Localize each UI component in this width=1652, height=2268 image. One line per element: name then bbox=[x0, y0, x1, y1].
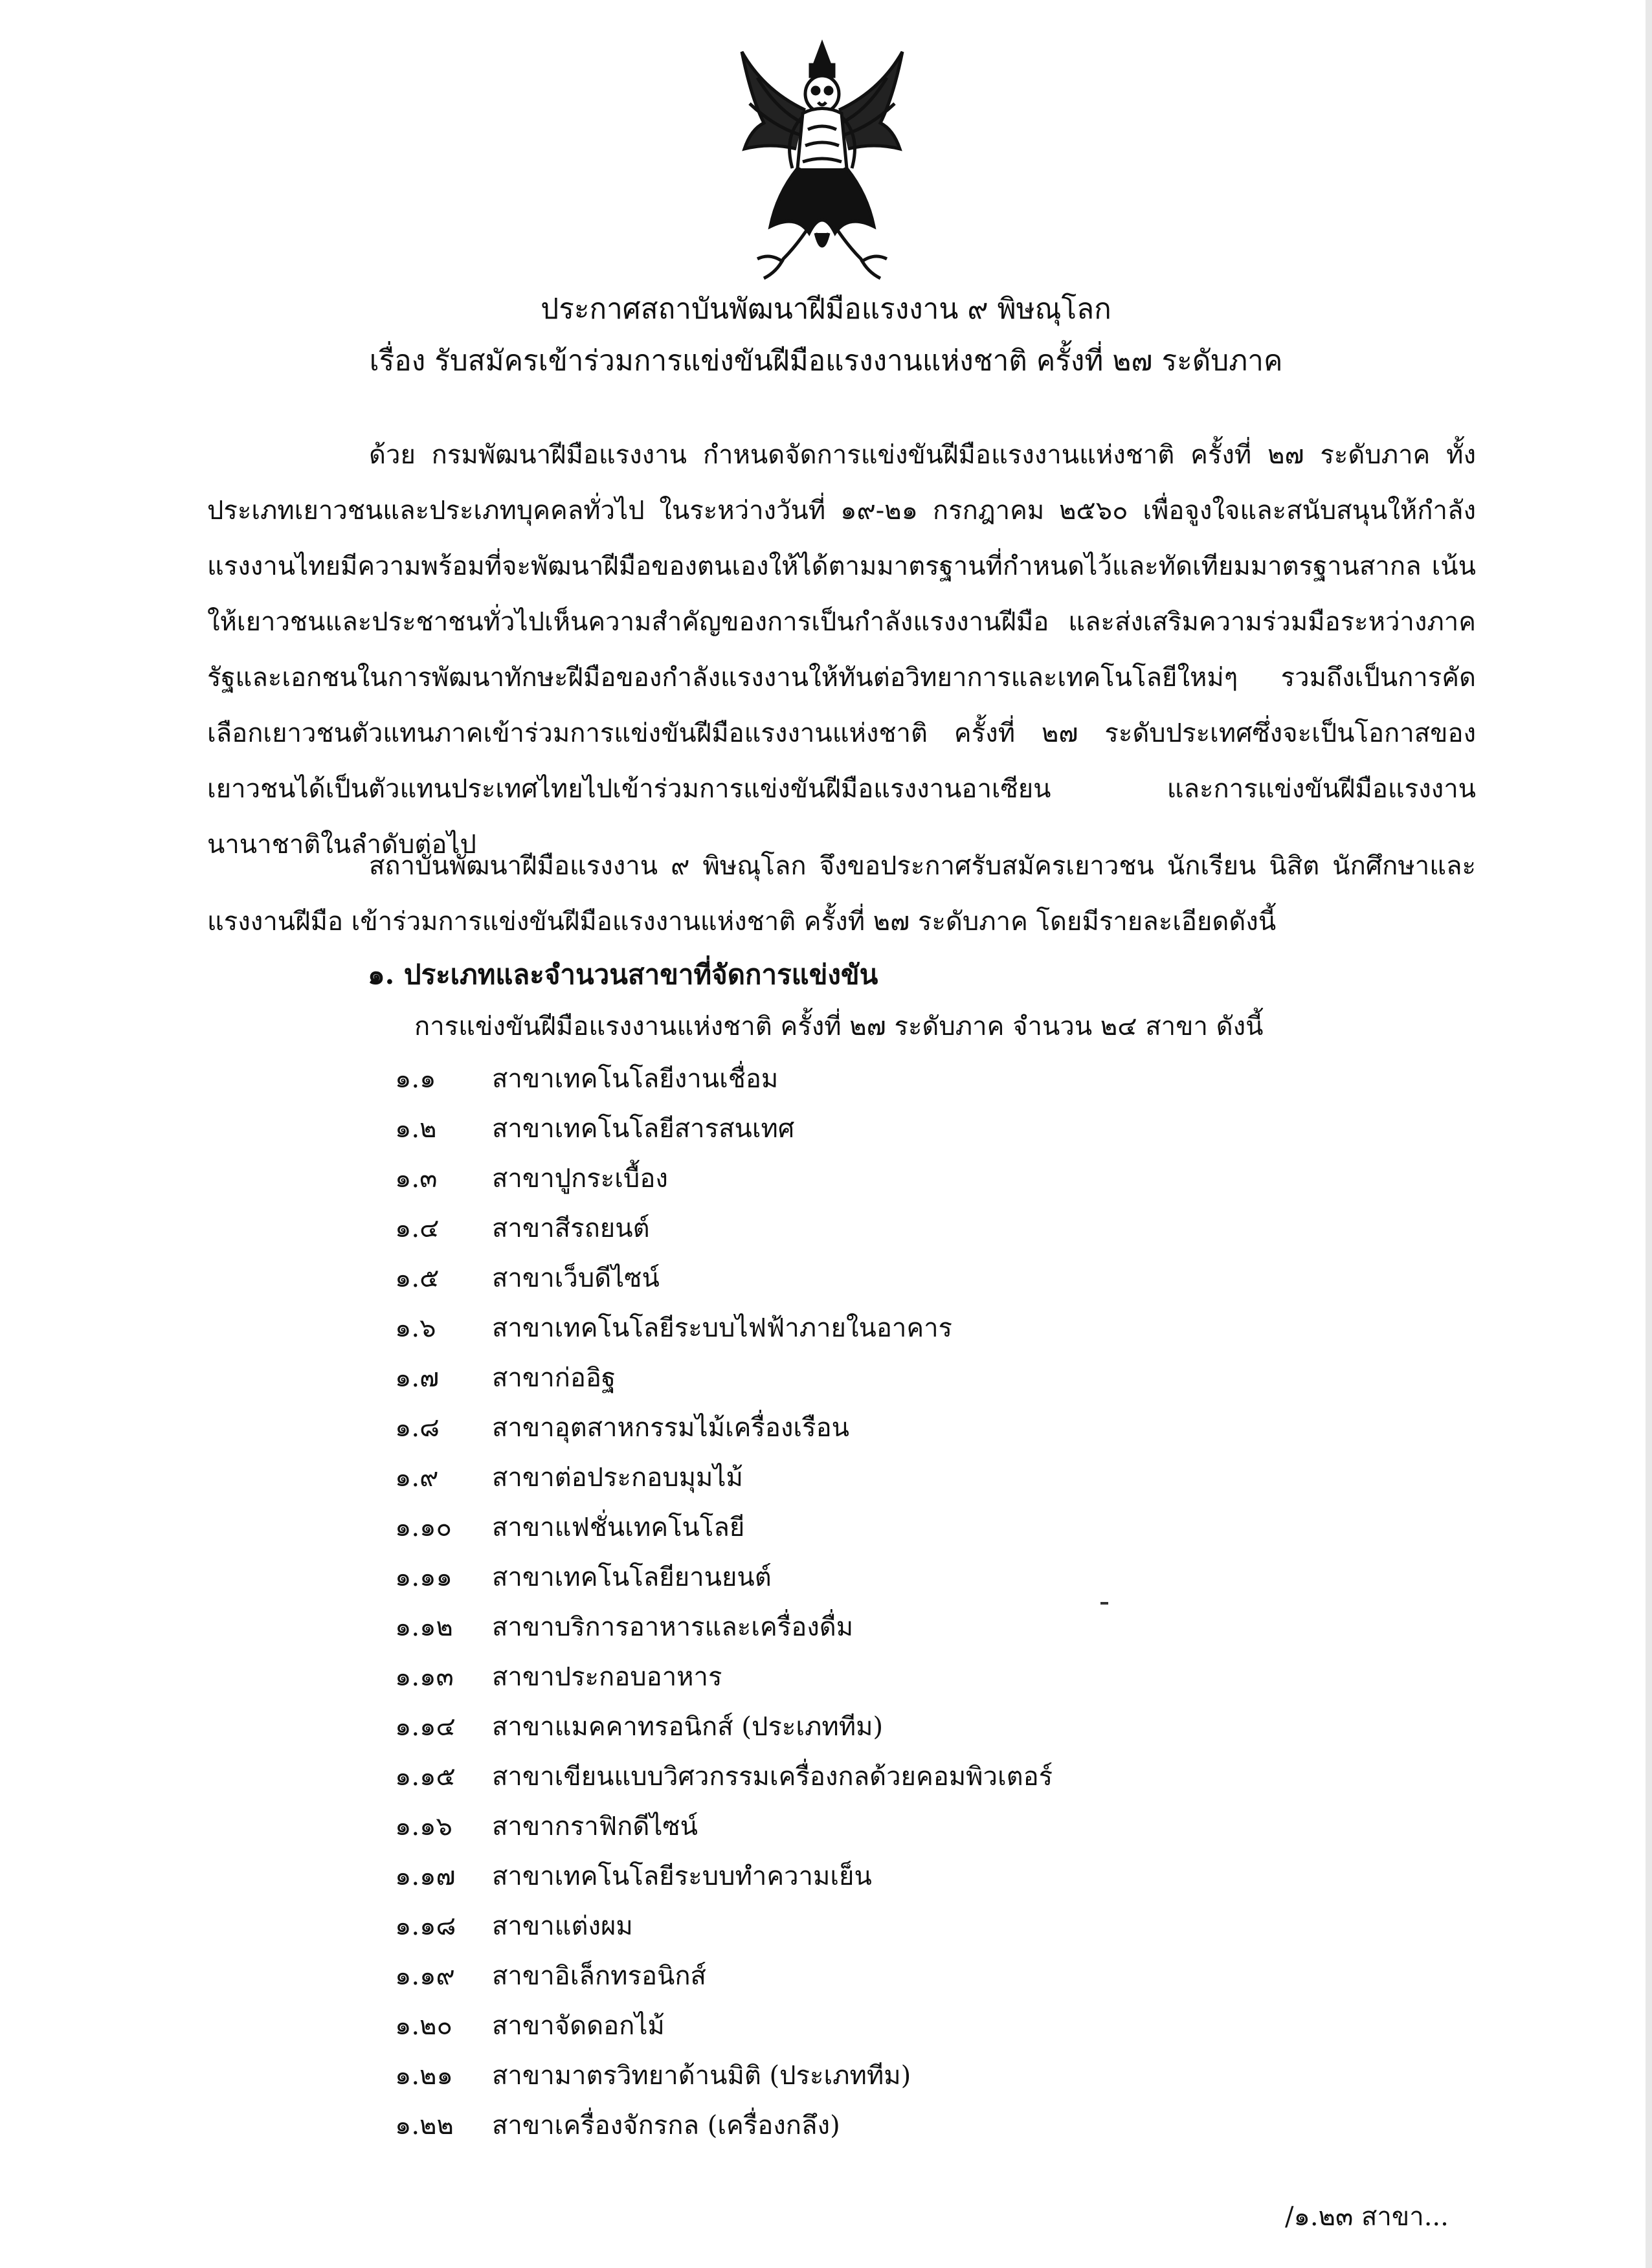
item-number: ๑.๑๙ bbox=[395, 1961, 455, 1991]
item-label: สาขาเขียนแบบวิศวกรรมเครื่องกลด้วยคอมพิวเตอร์ bbox=[492, 1762, 1053, 1792]
list-item bbox=[395, 1558, 1053, 1608]
item-label: สาขาสีรถยนต์ bbox=[492, 1214, 650, 1243]
item-label: สาขาเทคโนโลยีงานเชื่อม bbox=[492, 1064, 779, 1094]
item-number: ๑.๑๗ bbox=[395, 1862, 456, 1891]
scan-speck bbox=[1100, 1602, 1108, 1605]
paragraph-background-text: ด้วย กรมพัฒนาฝีมือแรงงาน กำหนดจัดการแข่งขันฝีมือแรงงานแห่งชาติ ครั้งที่ ๒๗ ระดับภาค ทั้งประเภทเยาวชนและประเภทบุคคลทั่วไป ในระหว่างวันที่ ๑๙-๒๑ กรกฎาคม ๒๕๖๐ เพื่อจูงใจและสนับสนุนให้กำลังแรงงานไทยมีความพร้อมที่จะพัฒนาฝีมือของตนเองให้ได้ตามมาตรฐานที่กำหนดไว้และทัดเทียมมาตรฐานสากล เน้นให้เยาวชนและประชาชนทั่วไปเห็นความสำคัญของการเป็นกำลังแรงงานฝีมือ และส่งเสริมความร่วมมือระหว่างภาครัฐและเอกชนในการพัฒนาทักษะฝีมือของกำลังแรงงานให้ทันต่อวิทยาการและเทคโนโลยีใหม่ๆ รวมถึงเป็นการคัดเลือกเยาวชนตัวแทนภาคเข้าร่วมการแข่งขันฝีมือแรงงานแห่งชาติ ครั้งที่ ๒๗ ระดับประเทศซึ่งจะเป็นโอกาสของเยาวชนได้เป็นตัวแทนประเทศไทยไปเข้าร่วมการแข่งขันฝีมือแรงงานอาเซียน และการแข่งขันฝีมือแรงงานนานาชาติในลำดับต่อไป bbox=[207, 440, 1476, 860]
item-label: สาขาอิเล็กทรอนิกส์ bbox=[492, 1961, 706, 1991]
item-label: สาขาแต่งผม bbox=[492, 1911, 633, 1941]
item-number: ๑.๒๑ bbox=[395, 2061, 453, 2091]
item-label: สาขาปูกระเบื้อง bbox=[492, 1164, 668, 1194]
list-item bbox=[395, 1608, 1053, 1658]
item-number: ๑.๑๒ bbox=[395, 1612, 453, 1642]
list-item bbox=[395, 1209, 1053, 1259]
item-label: สาขาบริการอาหารและเครื่องดื่ม bbox=[492, 1612, 854, 1642]
item-label: สาขาแมคคาทรอนิกส์ (ประเภททีม) bbox=[492, 1712, 884, 1742]
paragraph-background bbox=[207, 427, 1476, 873]
list-item bbox=[395, 1957, 1053, 2007]
continuation-note: /๑.๒๓ สาขา... bbox=[1285, 2202, 1449, 2232]
item-number: ๑.๑๕ bbox=[395, 1762, 456, 1792]
item-number: ๑.๑๔ bbox=[395, 1712, 456, 1742]
item-label: สาขาเครื่องจักรกล (เครื่องกลึง) bbox=[492, 2111, 840, 2140]
item-number: ๑.๒๒ bbox=[395, 2111, 454, 2140]
item-label: สาขากราฟิกดีไซน์ bbox=[492, 1812, 698, 1841]
item-label: สาขาเทคโนโลยีระบบไฟฟ้าภายในอาคาร bbox=[492, 1313, 953, 1343]
list-item bbox=[395, 2007, 1053, 2056]
list-item bbox=[395, 1658, 1053, 1707]
item-number: ๑.๒ bbox=[395, 1114, 437, 1144]
list-item bbox=[395, 1109, 1053, 1159]
item-label: สาขาเทคโนโลยียานยนต์ bbox=[492, 1562, 772, 1592]
item-number: ๑.๕ bbox=[395, 1263, 440, 1293]
paragraph-announcement-text: สถาบันพัฒนาฝีมือแรงงาน ๙ พิษณุโลก จึงขอประกาศรับสมัครเยาวชน นักเรียน นิสิต นักศึกษาและแรงงานฝีมือ เข้าร่วมการแข่งขันฝีมือแรงงานแห่งชาติ ครั้งที่ ๒๗ ระดับภาค โดยมีรายละเอียดดังนี้ bbox=[207, 851, 1476, 937]
item-label: สาขาอุตสาหกรรมไม้เครื่องเรือน bbox=[492, 1413, 849, 1443]
list-item bbox=[395, 1807, 1053, 1857]
list-item bbox=[395, 1359, 1053, 1408]
list-item bbox=[395, 1458, 1053, 1508]
item-label: สาขาก่ออิฐ bbox=[492, 1363, 616, 1393]
item-label: สาขาแฟชั่นเทคโนโลยี bbox=[492, 1513, 745, 1542]
scan-edge bbox=[1646, 0, 1652, 2268]
item-number: ๑.๑๐ bbox=[395, 1513, 452, 1542]
item-number: ๑.๓ bbox=[395, 1164, 438, 1194]
paragraph-announcement bbox=[207, 838, 1476, 950]
item-number: ๑.๑๘ bbox=[395, 1911, 456, 1941]
list-item bbox=[395, 1060, 1053, 1109]
item-label: สาขาต่อประกอบมุมไม้ bbox=[492, 1463, 743, 1493]
item-label: สาขาเทคโนโลยีระบบทำความเย็น bbox=[492, 1862, 872, 1891]
item-label: สาขาเทคโนโลยีสารสนเทศ bbox=[492, 1114, 795, 1144]
section-intro: การแข่งขันฝีมือแรงงานแห่งชาติ ครั้งที่ ๒๗ ระดับภาค จำนวน ๒๔ สาขา ดังนี้ bbox=[414, 1012, 1264, 1041]
list-item bbox=[395, 2106, 1053, 2156]
garuda-emblem-icon bbox=[738, 39, 906, 285]
list-item bbox=[395, 1309, 1053, 1359]
list-item bbox=[395, 1508, 1053, 1558]
item-number: ๑.๑๑ bbox=[395, 1562, 452, 1592]
list-item bbox=[395, 2056, 1053, 2106]
list-item bbox=[395, 1159, 1053, 1209]
item-number: ๑.๔ bbox=[395, 1214, 440, 1243]
item-label: สาขามาตรวิทยาด้านมิติ (ประเภททีม) bbox=[492, 2061, 911, 2091]
announcement-subject: เรื่อง รับสมัครเข้าร่วมการแข่งขันฝีมือแรงงานแห่งชาติ ครั้งที่ ๒๗ ระดับภาค bbox=[369, 344, 1283, 377]
announcement-title: ประกาศสถาบันพัฒนาฝีมือแรงงาน ๙ พิษณุโลก bbox=[541, 293, 1111, 326]
item-number: ๑.๑๖ bbox=[395, 1812, 452, 1841]
list-item bbox=[395, 1259, 1053, 1309]
list-item bbox=[395, 1757, 1053, 1807]
list-item bbox=[395, 1857, 1053, 1907]
item-number: ๑.๙ bbox=[395, 1463, 439, 1493]
item-label: สาขาจัดดอกไม้ bbox=[492, 2011, 665, 2041]
item-label: สาขาประกอบอาหาร bbox=[492, 1662, 722, 1692]
item-number: ๑.๑๓ bbox=[395, 1662, 454, 1692]
item-number: ๑.๖ bbox=[395, 1313, 436, 1343]
item-number: ๑.๘ bbox=[395, 1413, 440, 1443]
list-item bbox=[395, 1707, 1053, 1757]
list-item bbox=[395, 1907, 1053, 1957]
item-number: ๑.๒๐ bbox=[395, 2011, 452, 2041]
list-item bbox=[395, 1408, 1053, 1458]
section-heading: ๑. ประเภทและจำนวนสาขาที่จัดการแข่งขัน bbox=[368, 959, 878, 990]
item-label: สาขาเว็บดีไซน์ bbox=[492, 1263, 660, 1293]
item-number: ๑.๑ bbox=[395, 1064, 436, 1094]
branch-list bbox=[395, 1060, 1053, 2156]
item-number: ๑.๗ bbox=[395, 1363, 440, 1393]
